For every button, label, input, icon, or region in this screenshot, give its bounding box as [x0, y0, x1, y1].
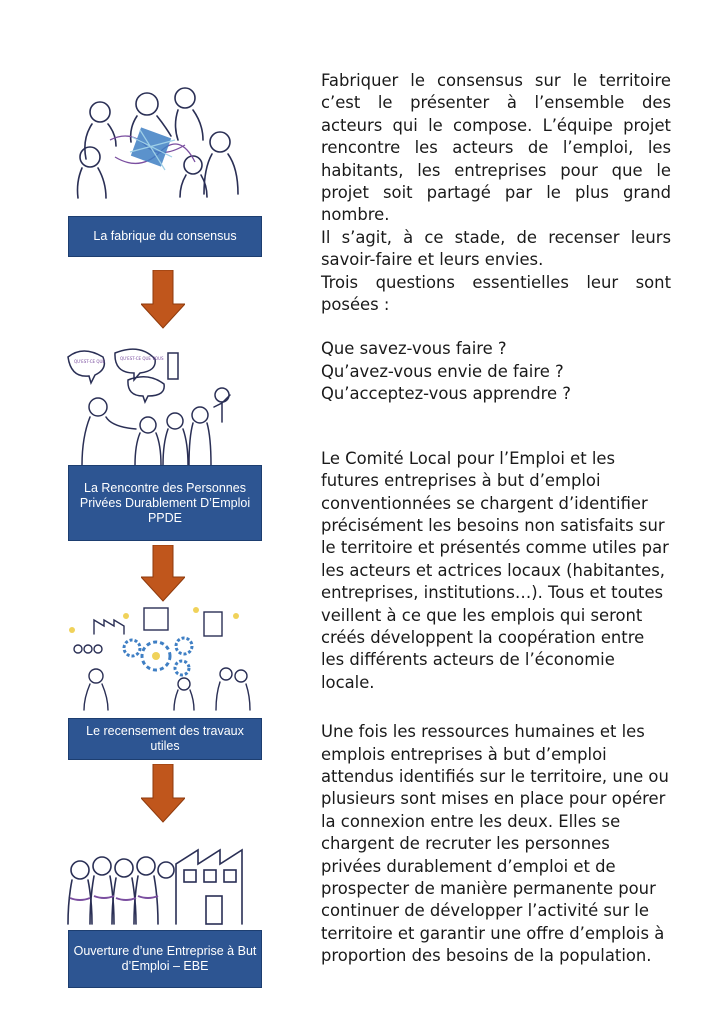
process-column: [0, 0, 320, 1024]
description-column: [321, 70, 671, 968]
paragraph-savoir-faire: Il s’agit, à ce stade, de recenser leurs savoir-faire et leurs envies.: [321, 227, 671, 270]
factory-illustration: [66, 828, 256, 928]
svg-text:QU'EST-CE QUE VOUS: QU'EST-CE QUE VOUS: [120, 356, 164, 361]
question-1: Que savez-vous faire ?: [321, 339, 507, 359]
question-2: Qu’avez-vous envie de faire ?: [321, 361, 564, 381]
meeting-illustration: [60, 345, 265, 465]
question-3: Qu’acceptez-vous apprendre ?: [321, 384, 571, 404]
paragraph-consensus: Fabriquer le consensus sur le territoire c’est le présenter à l’ensemble des acteurs qui le compose. L’équipe projet rencontre les acteurs de l’emploi, les habitants, les entreprises pour que le projet soit partagé par le plus grand nombre.: [321, 71, 671, 225]
paragraph-ebe: Une fois les ressources humaines et les emplois entreprises à but d’emploi attendus identifiés sur le territoire, une ou plusieurs sont mises en place pour opérer la connexion entre les deux. Elles se chargent de recruter les personnes privées durablement d’emploi et de prospecter de manière permanente pour continuer de développer l’activité sur le territoire et garantir une offre d’emplois à proportion des besoins de la population.: [321, 722, 669, 966]
census-illustration: [66, 604, 256, 712]
stage-box-ppde: [68, 465, 262, 541]
svg-text:QU'EST-CE QUE: QU'EST-CE QUE: [74, 359, 105, 364]
stage-label: Ouverture d’une Entreprise à But d’Emploi – EBE: [73, 944, 257, 973]
stage-label: La fabrique du consensus: [93, 229, 237, 243]
stage-box-ebe: [68, 930, 262, 988]
arrow-down-icon: [141, 764, 185, 824]
arrow-down-icon: [141, 545, 185, 603]
consensus-illustration: [70, 82, 255, 207]
stage-box-consensus: [68, 216, 262, 257]
paragraph-questions-intro: Trois questions essentielles leur sont posées :: [321, 272, 671, 315]
stage-label: Le recensement des travaux utiles: [86, 724, 244, 753]
stage-box-census: [68, 718, 262, 760]
paragraph-comite-local: Le Comité Local pour l’Emploi et les futures entreprises à but d’emploi conventionnées se chargent d’identifier précisément les besoins non satisfaits sur le territoire et présentés comme utiles par les acteurs et actrices locaux (habitantes, entreprises, institutions…). Tous et toutes veillent à ce que les emplois qui seront créés développent la coopération entre les différents acteurs de l’économie locale.: [321, 448, 669, 692]
arrow-down-icon: [141, 270, 185, 330]
stage-label: La Rencontre des Personnes Privées Durablement D’Emploi PPDE: [79, 480, 251, 525]
